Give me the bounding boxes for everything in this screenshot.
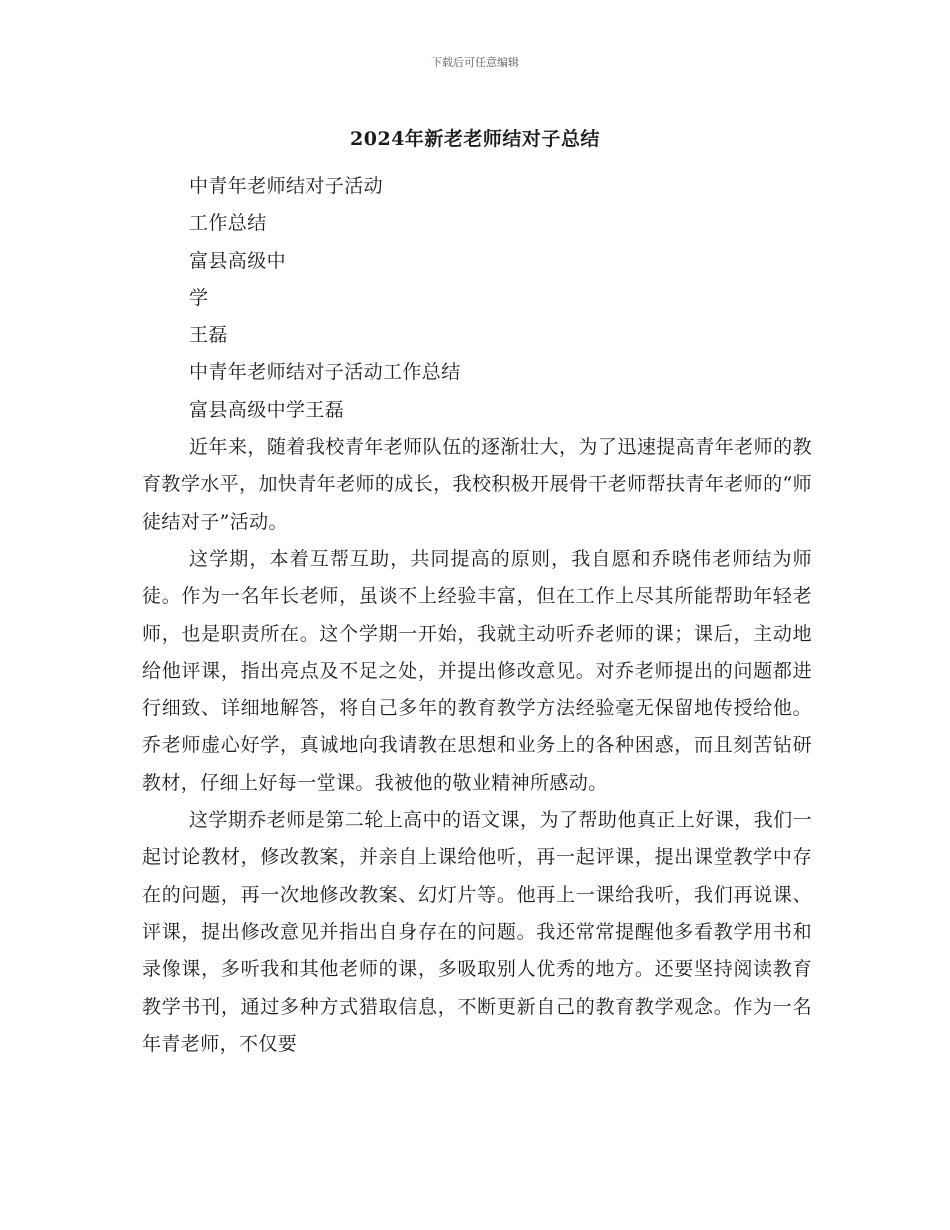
body-line: 王磊 xyxy=(189,324,228,347)
body-paragraph: 这学期乔老师是第二轮上高中的语文课，为了帮助他真正上好课，我们一起讨论教材，修改教案，并亲自上课给他听，再一起评课，提出课堂教学中存在的问题，再一次地修改教案、幻灯片等。他再上一课给我听，我们再说课、评课，提出修改意见并指出自身存在的问题。我还常常提醒他多看教学用书和录像课，多听我和其他老师的课，多吸取别人优秀的地方。还要坚持阅读教育教学书刊，通过多种方式猎取信息，不断更新自己的教育教学观念。作为一名年青老师，不仅要 xyxy=(142,809,812,1055)
body-paragraph: 近年来，随着我校青年老师队伍的逐渐壮大，为了迅速提高青年老师的教育教学水平，加快青年老师的成长，我校积极开展骨干老师帮扶青年老师的“师徒结对子”活动。 xyxy=(142,436,812,533)
body-paragraph: 这学期，本着互帮互助，共同提高的原则，我自愿和乔晓伟老师结为师徒。作为一名年长老师，虽谈不上经验丰富，但在工作上尽其所能帮助年轻老师，也是职责所在。这个学期一开始，我就主动听乔老师的课；课后，主动地给他评课，指出亮点及不足之处，并提出修改意见。对乔老师提出的问题都进行细致、详细地解答，将自己多年的教育教学方法经验毫无保留地传授给他。乔老师虚心好学，真诚地向我请教在思想和业务上的各种困惑，而且刻苦钻研教材，仔细上好每一堂课。我被他的敬业精神所感动。 xyxy=(142,547,812,794)
body-line: 工作总结 xyxy=(189,212,267,235)
page-header-note: 下载后可任意编辑 xyxy=(431,56,519,69)
body-line: 中青年老师结对子活动工作总结 xyxy=(189,361,461,384)
body-line: 富县高级中学王磊 xyxy=(189,398,345,421)
body-line: 中青年老师结对子活动 xyxy=(189,175,384,197)
document-title: 2024年新老老师结对子总结 xyxy=(350,128,600,150)
body-line: 富县高级中 xyxy=(189,249,287,272)
document-body xyxy=(142,168,812,1063)
body-line: 学 xyxy=(189,286,209,309)
